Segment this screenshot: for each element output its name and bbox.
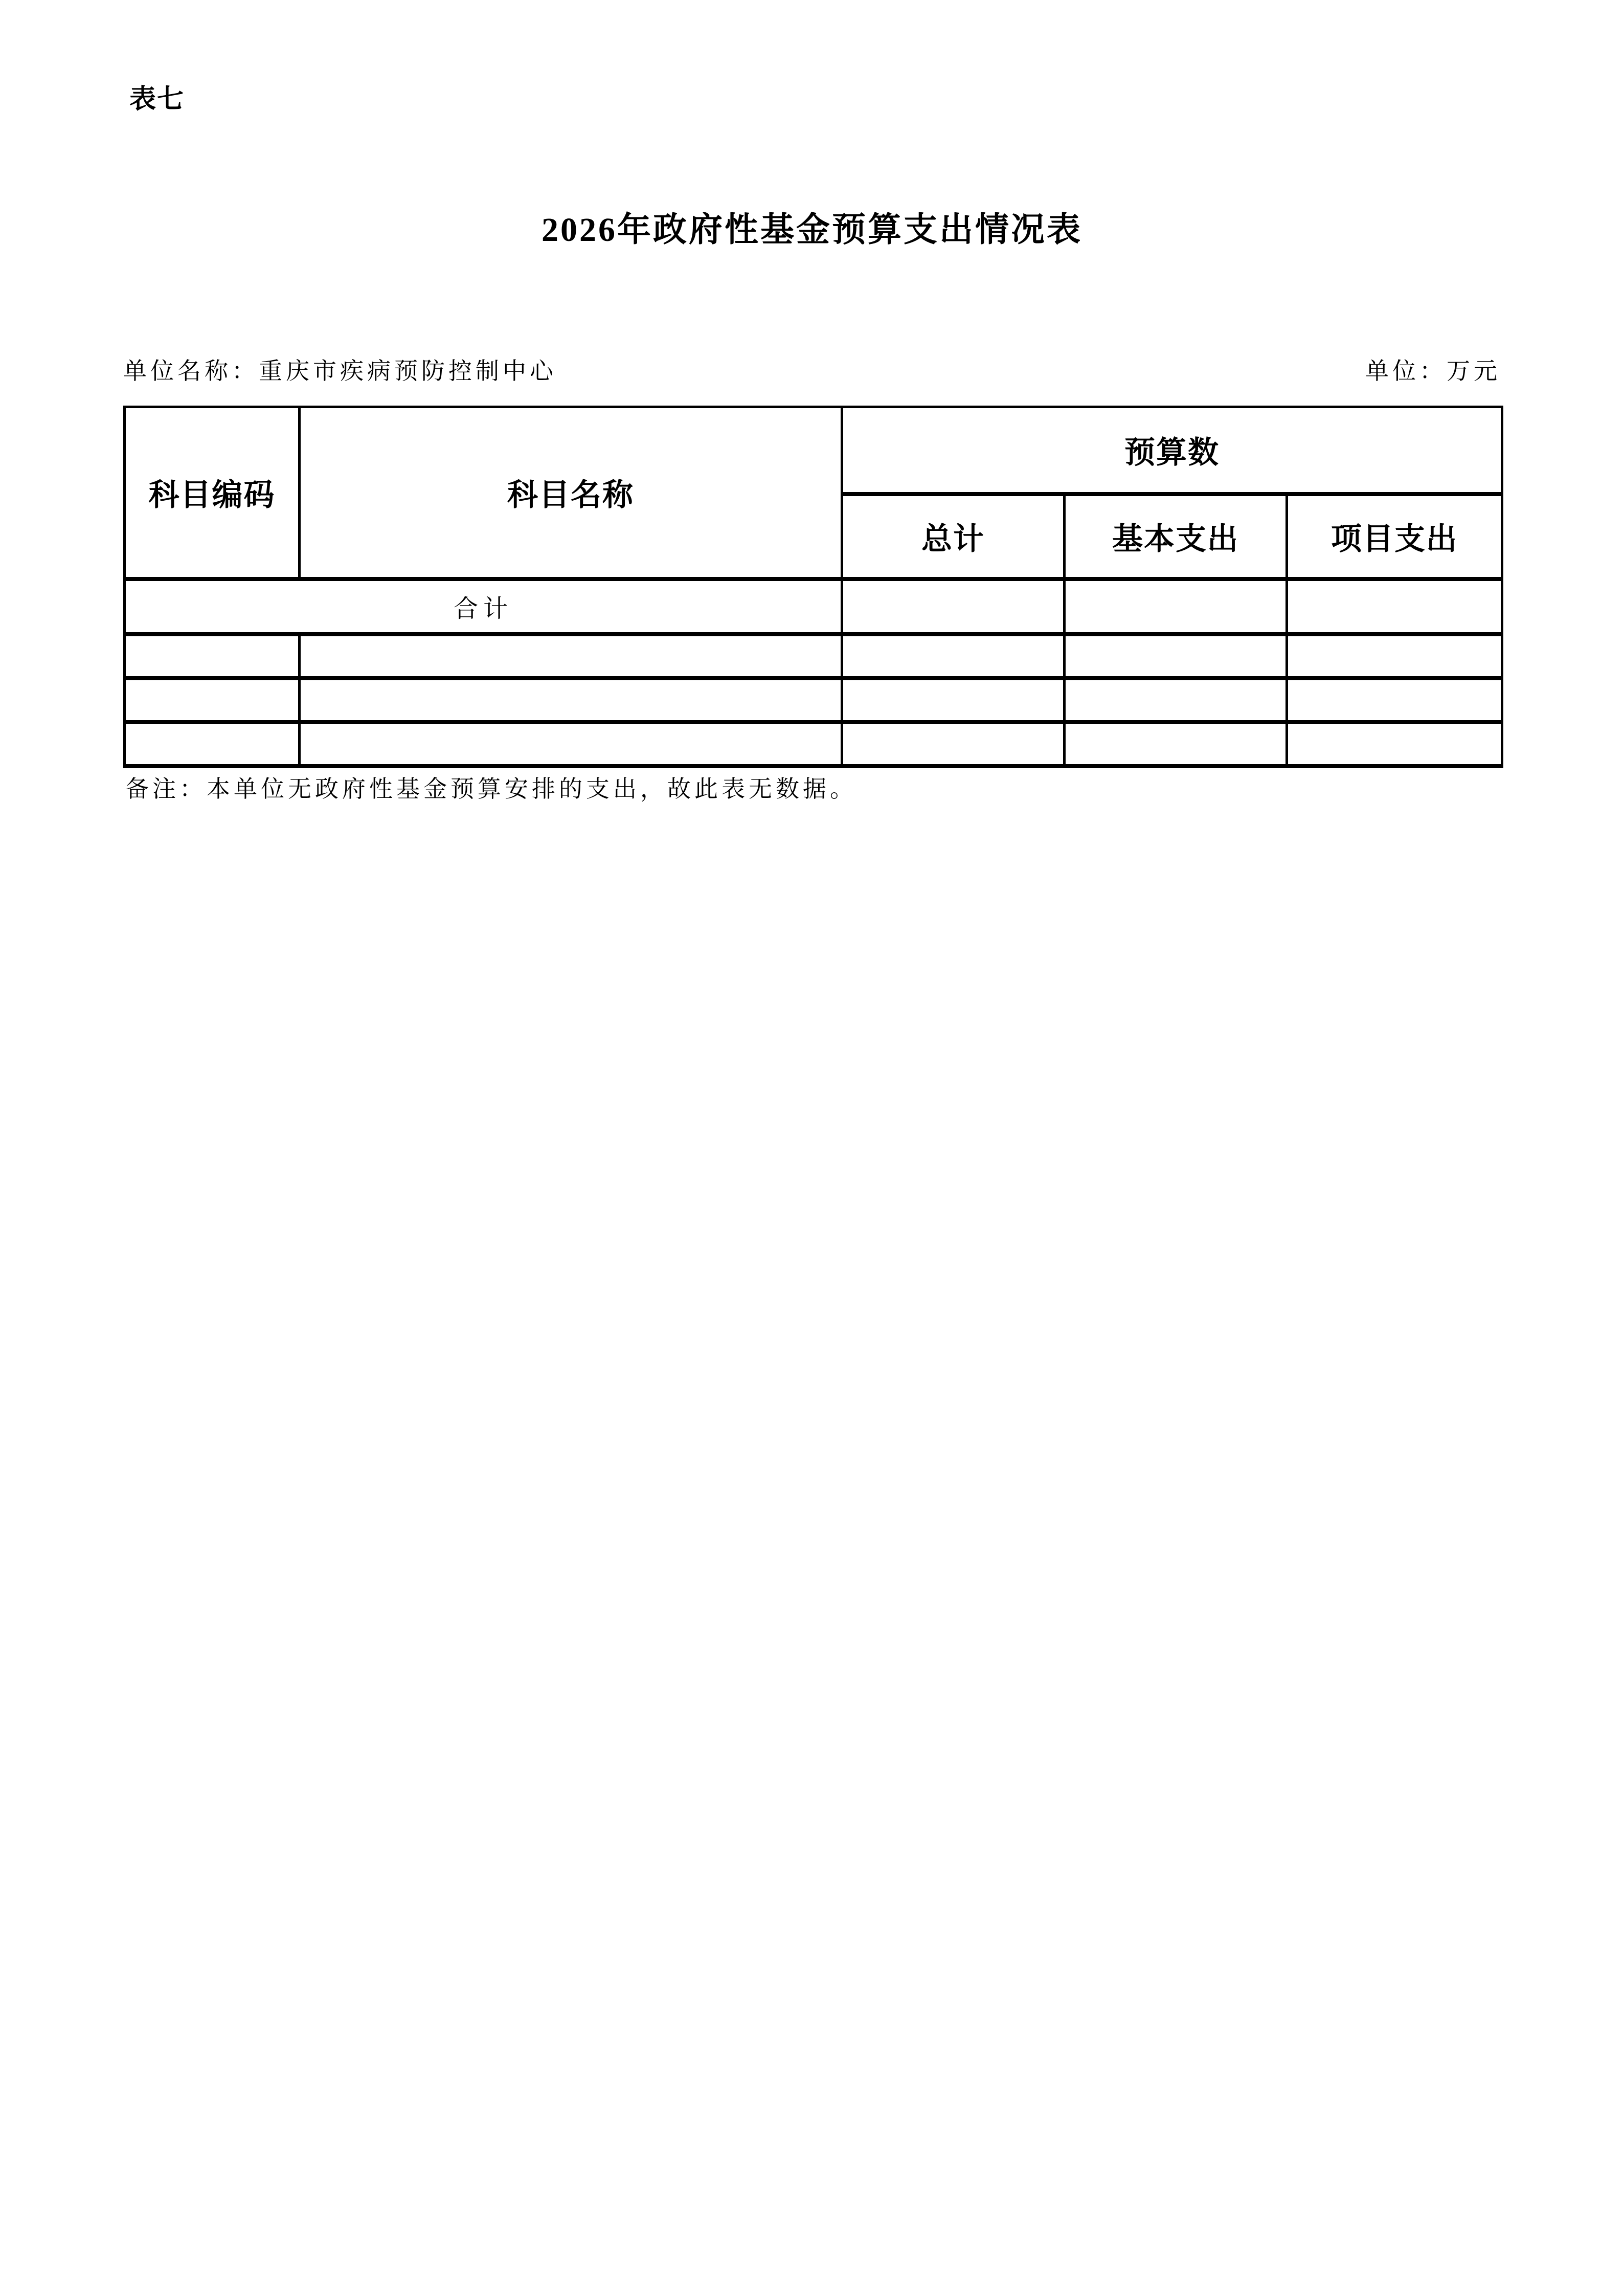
grand-total-basic-cell [1065, 579, 1287, 634]
page-title: 2026年政府性基金预算支出情况表 [542, 211, 1082, 249]
table-row-grand-total [125, 579, 1502, 634]
unit-name [123, 357, 557, 385]
project-cell [1287, 634, 1502, 678]
table-row [125, 678, 1502, 722]
unit-name-label: 单位名称： [123, 358, 259, 384]
unit-name-value: 重庆市疾病预防控制中心 [259, 358, 557, 384]
basic-cell [1065, 678, 1287, 722]
code-cell [125, 634, 300, 678]
name-cell [300, 634, 842, 678]
name-cell [300, 722, 842, 766]
header-cell-subject-code: 科目编码 [125, 407, 300, 579]
total-cell [842, 722, 1065, 766]
header-cell-total: 总计 [842, 494, 1065, 579]
table-row [125, 722, 1502, 766]
budget-table [123, 406, 1503, 768]
code-cell [125, 678, 300, 722]
basic-cell [1065, 634, 1287, 678]
unit-of-measure: 单位：万元 [1365, 358, 1501, 384]
total-cell [842, 634, 1065, 678]
name-cell [300, 678, 842, 722]
table-number-label: 表七 [129, 84, 185, 114]
header-row-top [125, 407, 1502, 494]
grand-total-project-cell [1287, 579, 1502, 634]
header-cell-project-expense: 项目支出 [1287, 494, 1502, 579]
header-cell-basic-expense: 基本支出 [1065, 494, 1287, 579]
meta-row [123, 357, 1501, 385]
header-cell-subject-name: 科目名称 [300, 407, 842, 579]
total-cell [842, 678, 1065, 722]
project-cell [1287, 678, 1502, 722]
header-cell-budget-group: 预算数 [842, 407, 1502, 494]
basic-cell [1065, 722, 1287, 766]
table-row [125, 634, 1502, 678]
grand-total-total-cell [842, 579, 1065, 634]
remark-note: 备注：本单位无政府性基金预算安排的支出，故此表无数据。 [125, 776, 857, 802]
project-cell [1287, 722, 1502, 766]
grand-total-label-cell: 合计 [125, 579, 842, 634]
code-cell [125, 722, 300, 766]
